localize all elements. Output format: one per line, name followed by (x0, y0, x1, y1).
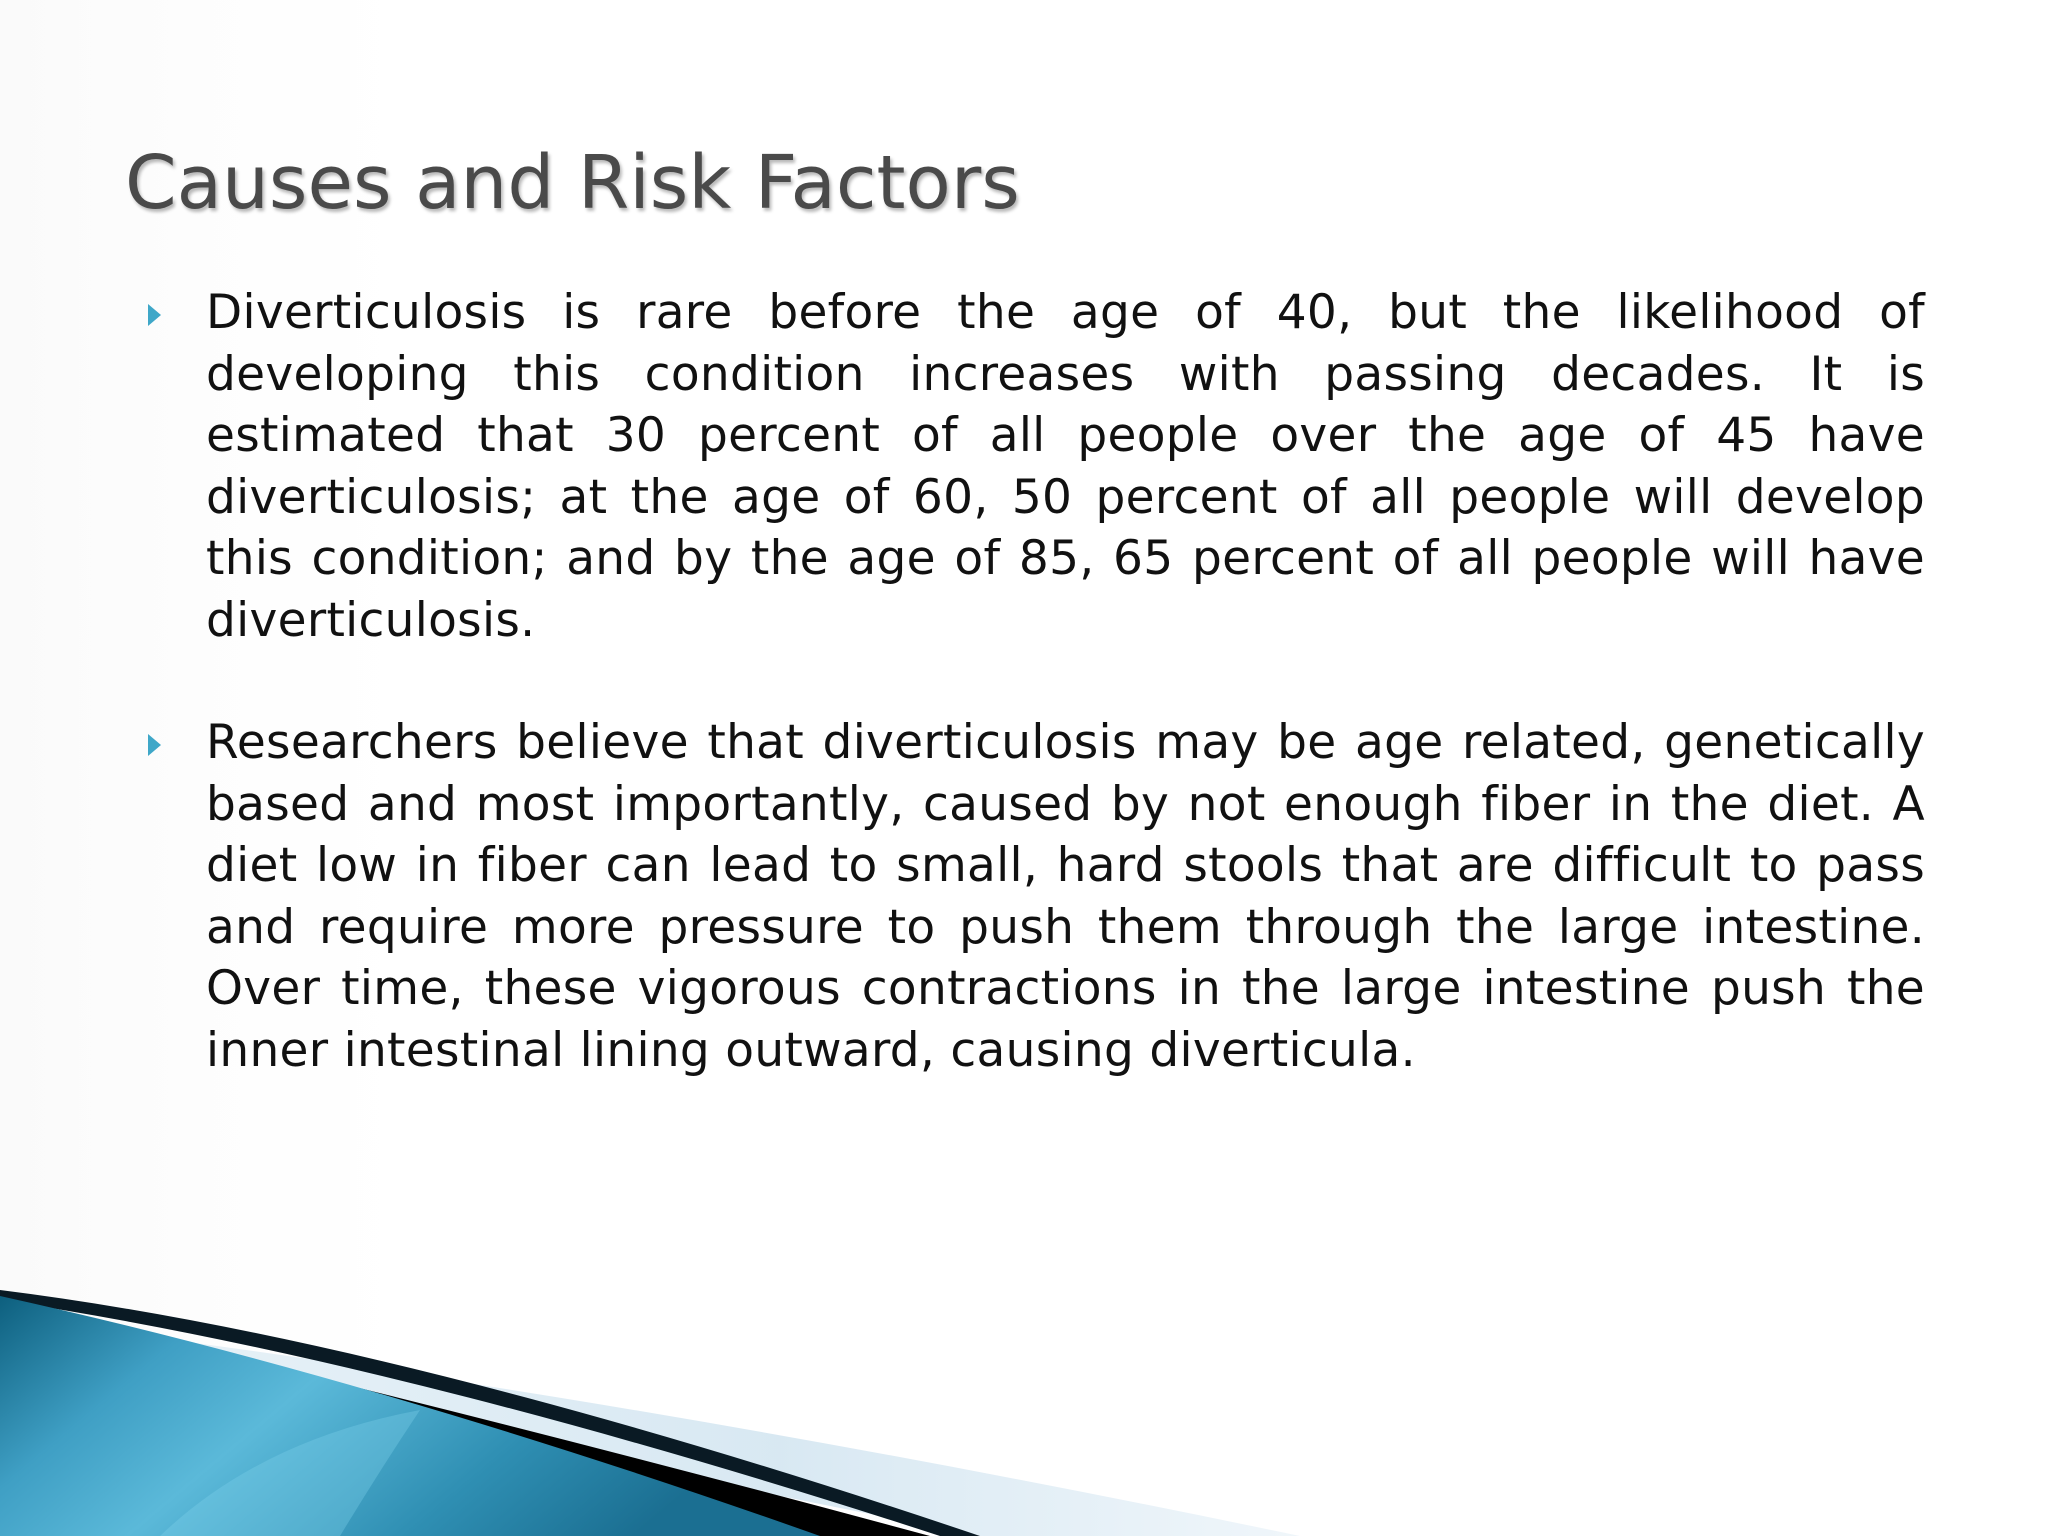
triangle-bullet-icon (148, 304, 161, 326)
bullet-text: Diverticulosis is rare before the age of 40, but the likelihood of developing this condition increases with passing decades. It is estimated that 30 percent of all people over the age of 45 have diverticulosis; at the age of 60, 50 percent of all people will develop this condition; and by the age of 85, 65 percent of all people will have diverticulosis. (206, 285, 1925, 648)
slide-title: Causes and Risk Factors (125, 140, 1020, 226)
triangle-bullet-icon (148, 734, 161, 756)
bullet-item (148, 712, 1925, 1081)
bullet-list (148, 282, 1925, 1081)
corner-swoosh-decoration (0, 1250, 2048, 1536)
bullet-text: Researchers believe that diverticulosis may be age related, genetically based and most importantly, caused by not enough fiber in the diet. A diet low in fiber can lead to small, hard stools that are difficult to pass and require more pressure to push them through the large intestine. Over time, these vigorous contractions in the large intestine push the inner intestinal lining outward, causing diverticula. (206, 715, 1925, 1078)
bullet-item (148, 282, 1925, 651)
